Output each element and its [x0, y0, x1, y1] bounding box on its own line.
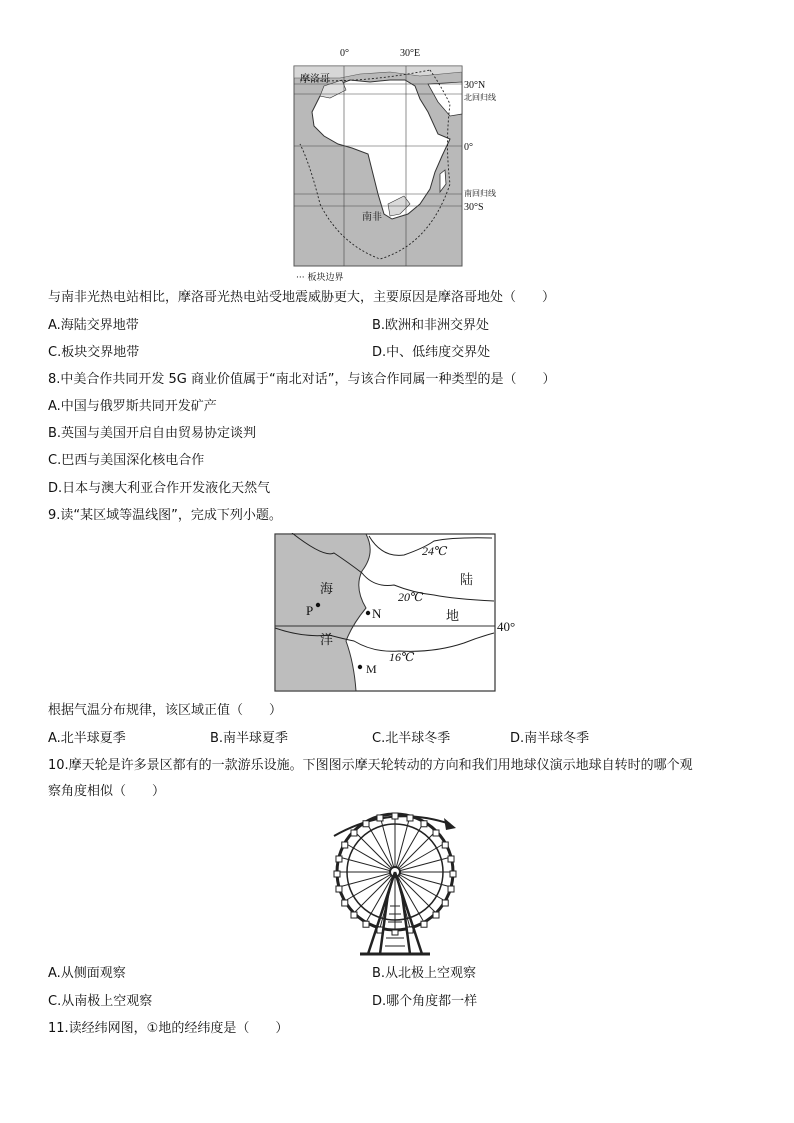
q9-stem: 9.读“某区域等温线图”，完成下列小题。 [48, 508, 282, 523]
q10-option-a[interactable]: A.从侧面观察 [48, 966, 126, 981]
wheel-cabin [342, 842, 348, 848]
q10-stem-line2: 察角度相似（ ） [48, 784, 166, 799]
wheel-cabin [351, 912, 357, 918]
isotherm-20-label: 20℃ [398, 590, 424, 604]
wheel-cabin [363, 921, 369, 927]
q8-option-d[interactable]: D.日本与澳大利亚合作开发液化天然气 [48, 481, 271, 496]
point-n-label: N [372, 606, 382, 621]
ferris-wheel-svg [320, 806, 470, 958]
wheel-cabin [448, 856, 454, 862]
wheel-cabin [392, 813, 398, 819]
isotherm-map [274, 533, 524, 693]
q7-option-d[interactable]: D.中、低纬度交界处 [372, 345, 491, 360]
q10-option-d[interactable]: D.哪个角度都一样 [372, 994, 478, 1009]
tropic-capricorn-label: 南回归线 [464, 189, 496, 198]
africa-plate-map [280, 44, 510, 284]
legend-dots: ··· [296, 273, 308, 283]
q7-option-b[interactable]: B.欧洲和非洲交界处 [372, 318, 490, 333]
lon-30e-label: 30°E [400, 48, 421, 59]
point-n-dot [366, 611, 370, 615]
point-m-label: M [366, 662, 377, 676]
lon-0-label: 0° [340, 48, 349, 59]
q9-option-d[interactable]: D.南半球冬季 [510, 731, 590, 746]
point-m-dot [358, 665, 362, 669]
morocco-label: 摩洛哥 [300, 74, 330, 85]
q8-option-a[interactable]: A.中国与俄罗斯共同开发矿产 [48, 399, 217, 414]
land-label-2: 地 [446, 609, 460, 624]
rotation-arrowhead [444, 818, 456, 830]
q11-stem: 11.读经纬网图，①地的经纬度是（ ） [48, 1021, 289, 1036]
wheel-cabin [448, 886, 454, 892]
legend-plate-boundary [296, 270, 343, 286]
q9-option-c[interactable]: C.北半球冬季 [372, 731, 451, 746]
point-p-label: P [306, 603, 314, 618]
wheel-cabin [433, 830, 439, 836]
wheel-cabin [334, 871, 340, 877]
wheel-cabin [351, 830, 357, 836]
q8-option-b[interactable]: B.英国与美国开启自由贸易协定谈判 [48, 426, 257, 441]
ferris-wheel-figure [320, 806, 470, 958]
land-label-1: 陆 [460, 573, 474, 588]
wheel-cabin [336, 886, 342, 892]
lat-30n-label: 30°N [464, 80, 486, 91]
sea-label-1: 海 [320, 582, 334, 597]
q9-option-b[interactable]: B.南半球夏季 [210, 731, 289, 746]
q10-option-b[interactable]: B.从北极上空观察 [372, 966, 477, 981]
wheel-cabin [442, 900, 448, 906]
south-africa-label: 南非 [362, 212, 382, 223]
q7-option-a[interactable]: A.海陆交界地带 [48, 318, 139, 333]
lat-30s-label: 30°S [464, 202, 484, 213]
wheel-cabin [421, 921, 427, 927]
tropic-cancer-label: 北回归线 [464, 93, 496, 102]
q7-stem: 与南非光热电站相比，摩洛哥光热电站受地震威胁更大，主要原因是摩洛哥地处（ ） [48, 290, 556, 305]
isotherm-16-label: 16℃ [389, 650, 415, 664]
legend-label: 板块边界 [307, 273, 344, 283]
point-p-dot [316, 603, 320, 607]
wheel-cabin [342, 900, 348, 906]
q9-sub-stem: 根据气温分布规律，该区域正值（ ） [48, 703, 283, 718]
latitude-40-label: 40° [497, 619, 516, 634]
wheel-cabin [421, 821, 427, 827]
q10-stem-line1: 10.摩天轮是许多景区都有的一款游乐设施。下图图示摩天轮转动的方向和我们用地球仪演示地球自转时的哪个观 [48, 758, 693, 773]
isotherm-24-label: 24℃ [422, 544, 448, 558]
q10-option-c[interactable]: C.从南极上空观察 [48, 994, 153, 1009]
q9-option-a[interactable]: A.北半球夏季 [48, 731, 126, 746]
q8-option-c[interactable]: C.巴西与美国深化核电合作 [48, 453, 205, 468]
wheel-cabin [442, 842, 448, 848]
wheel-cabin [363, 821, 369, 827]
wheel-cabin [407, 815, 413, 821]
wheel-cabin [450, 871, 456, 877]
wheel-cabin [433, 912, 439, 918]
q8-stem: 8.中美合作共同开发 5G 商业价值属于“南北对话”，与该合作同属一种类型的是（ ） [48, 372, 556, 387]
wheel-cabin [336, 856, 342, 862]
q7-option-c[interactable]: C.板块交界地带 [48, 345, 140, 360]
sea-label-2: 洋 [320, 633, 334, 648]
lat-0-label: 0° [464, 142, 473, 153]
wheel-cabin [377, 815, 383, 821]
